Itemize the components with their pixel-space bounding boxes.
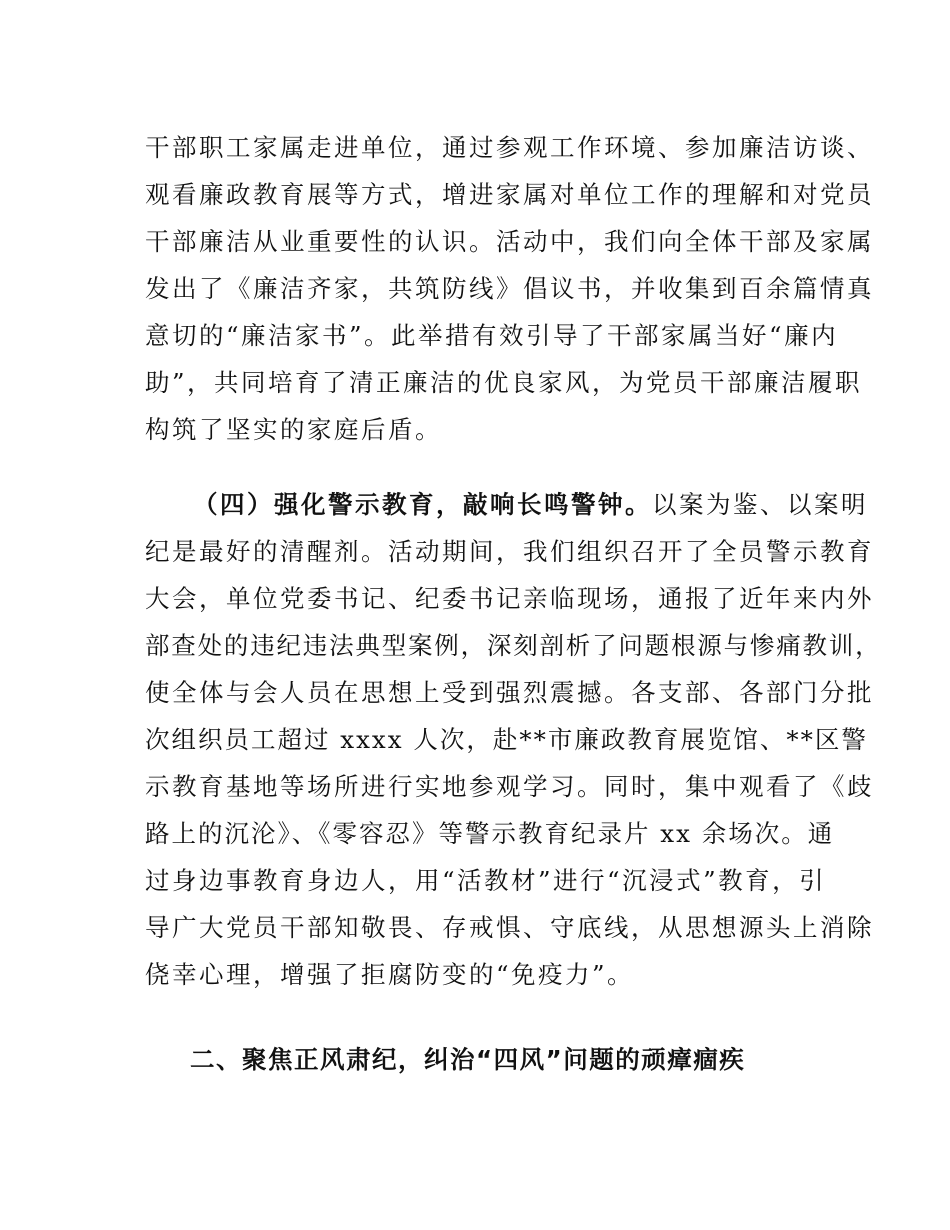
paragraph-1-line-3: 干部廉洁从业重要性的认识。活动中，我们向全体干部及家属	[145, 227, 874, 256]
paragraph-1-line-6: 助”，共同培育了清正廉洁的优良家风，为党员干部廉洁履职	[145, 368, 863, 397]
paragraph-1-line-7: 构筑了坚实的家庭后盾。	[145, 415, 442, 444]
paragraph-2-line-2: 纪是最好的清醒剂。活动期间，我们组织召开了全员警示教育	[145, 537, 874, 566]
paragraph-2-first-line	[193, 485, 873, 525]
paragraph-2-line-3: 大会，单位党委书记、纪委书记亲临现场，通报了近年来内外	[145, 584, 874, 613]
paragraph-2-line-4: 部查处的违纪违法典型案例，深刻剖析了问题根源与惨痛教训，	[145, 631, 882, 660]
paragraph-2-line-5: 使全体与会人员在思想上受到强烈震撼。各支部、各部门分批	[145, 678, 874, 707]
paragraph-2-line-7: 示教育基地等场所进行实地参观学习。同时，集中观看了《歧	[145, 772, 874, 801]
paragraph-1-line-5: 意切的“廉洁家书”。此举措有效引导了干部家属当好“廉内	[145, 321, 839, 350]
paragraph-2-line-8: 路上的沉沦》、《零容忍》等警示教育纪录片 xx 余场次。通	[145, 819, 835, 848]
subsection-heading: （四）强化警示教育，敲响长鸣警钟。	[193, 490, 652, 519]
paragraph-1-line-2: 观看廉政教育展等方式，增进家属对单位工作的理解和对党员	[145, 180, 874, 209]
paragraph-2-line-11: 侥幸心理，增强了拒腐防变的“免疫力”。	[145, 960, 635, 989]
paragraph-1-line-1: 干部职工家属走进单位，通过参观工作环境、参加廉洁访谈、	[145, 133, 874, 162]
paragraph-1-line-4: 发出了《廉洁齐家，共筑防线》倡议书，并收集到百余篇情真	[145, 274, 874, 303]
section-heading: 二、聚焦正风肃纪，纠治“四风”问题的顽瘴痼疾	[190, 1045, 746, 1074]
paragraph-2-line-10: 导广大党员干部知敬畏、存戒惧、守底线，从思想源头上消除	[145, 913, 874, 942]
paragraph-2-line-9: 过身边事教育身边人，用“活教材”进行“沉浸式”教育，引	[145, 866, 827, 895]
paragraph-2-first-line-text: 以案为鉴、以案明	[652, 490, 868, 519]
paragraph-2-line-6: 次组织员工超过 xxxx 人次，赴**市廉政教育展览馆、**区警	[145, 725, 868, 754]
